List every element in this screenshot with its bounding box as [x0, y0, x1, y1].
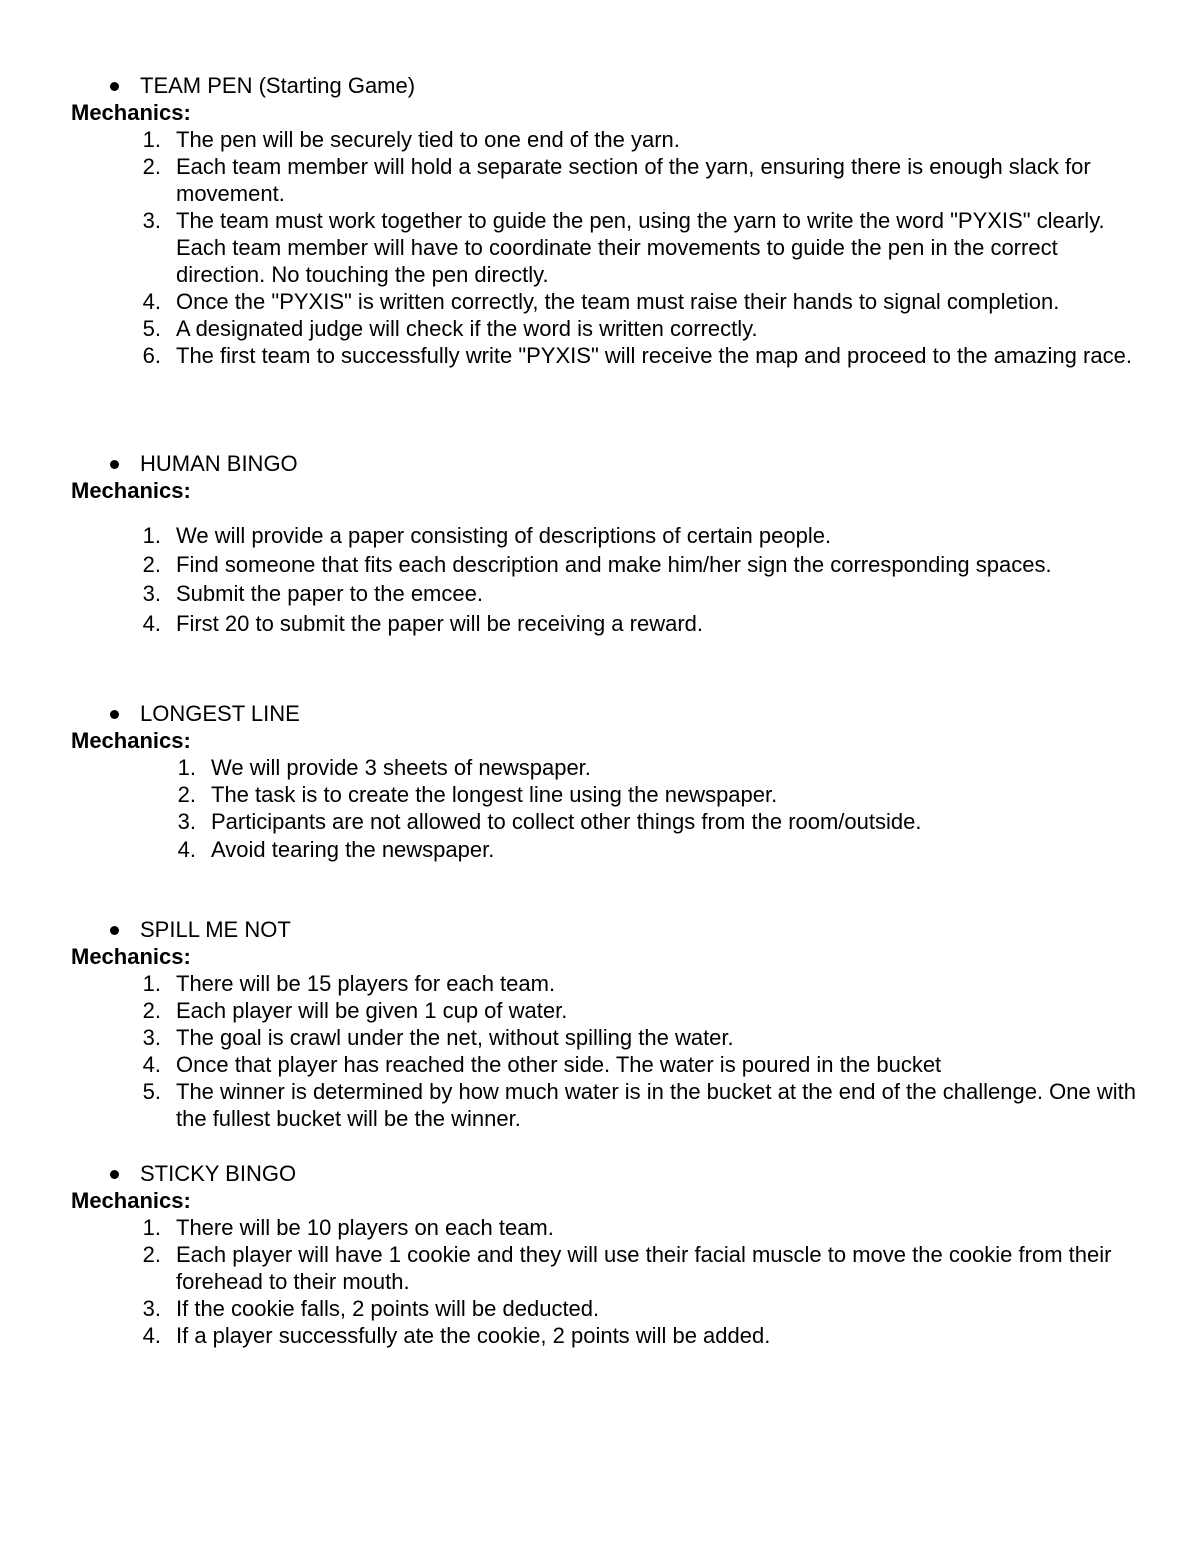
game-title: HUMAN BINGO: [140, 451, 298, 476]
step-number: 1.: [142, 971, 161, 996]
step-text: The first team to successfully write "PYXIS" will receive the map and proceed to the amazing race.: [176, 343, 1132, 368]
step-text: First 20 to submit the paper will be receiving a reward.: [176, 611, 704, 636]
step-text: A designated judge will check if the word is written correctly.: [176, 316, 758, 341]
step-text: Once that player has reached the other side. The water is poured in the bucket: [176, 1052, 942, 1077]
step-number: 4.: [142, 1323, 161, 1348]
step-number: 5.: [142, 316, 161, 341]
step-number: 2.: [142, 154, 161, 179]
step-number: 3.: [177, 809, 196, 834]
step-text: The team must work together to guide the pen, using the yarn to write the word "PYXIS" clearly. Each team member will have to coordinate their movements to guide the pen in the correct direction. No touching the pen directly.: [176, 208, 1105, 287]
step-text: Each player will be given 1 cup of water.: [176, 998, 568, 1023]
step-number: 2.: [142, 552, 161, 577]
bullet-icon: [110, 1170, 119, 1179]
step-text: Participants are not allowed to collect other things from the room/outside.: [211, 809, 922, 834]
step-number: 6.: [142, 343, 161, 368]
step-text: Each player will have 1 cookie and they will use their facial muscle to move the cookie from their forehead to their mouth.: [176, 1242, 1112, 1294]
mechanics-label: Mechanics:: [71, 944, 191, 969]
step-number: 1.: [142, 523, 161, 548]
bullet-icon: [110, 460, 119, 469]
step-number: 3.: [142, 1296, 161, 1321]
step-text: Each team member will hold a separate section of the yarn, ensuring there is enough slack for movement.: [176, 154, 1091, 206]
step-number: 1.: [177, 755, 196, 780]
bullet-icon: [110, 710, 119, 719]
mechanics-label: Mechanics:: [71, 478, 191, 503]
step-text: Once the "PYXIS" is written correctly, the team must raise their hands to signal completion.: [176, 289, 1060, 314]
step-text: Avoid tearing the newspaper.: [211, 837, 495, 862]
bullet-icon: [110, 82, 119, 91]
game-title: TEAM PEN (Starting Game): [140, 73, 416, 98]
step-number: 1.: [142, 1215, 161, 1240]
step-number: 1.: [142, 127, 161, 152]
game-title: LONGEST LINE: [140, 701, 300, 726]
step-number: 4.: [142, 611, 161, 636]
bullet-icon: [110, 926, 119, 935]
step-number: 3.: [142, 581, 161, 606]
step-number: 5.: [142, 1079, 161, 1104]
step-text: The task is to create the longest line using the newspaper.: [211, 782, 778, 807]
step-text: The goal is crawl under the net, without spilling the water.: [176, 1025, 734, 1050]
step-number: 2.: [142, 998, 161, 1023]
step-text: There will be 15 players for each team.: [176, 971, 556, 996]
mechanics-label: Mechanics:: [71, 728, 191, 753]
step-text: If the cookie falls, 2 points will be deducted.: [176, 1296, 600, 1321]
game-title: STICKY BINGO: [140, 1161, 297, 1186]
step-text: The pen will be securely tied to one end of the yarn.: [176, 127, 680, 152]
step-text: The winner is determined by how much water is in the bucket at the end of the challenge. One with the fullest bucket will be the winner.: [176, 1079, 1136, 1131]
step-text: We will provide a paper consisting of descriptions of certain people.: [176, 523, 832, 548]
step-number: 2.: [177, 782, 196, 807]
step-text: There will be 10 players on each team.: [176, 1215, 554, 1240]
step-number: 4.: [142, 289, 161, 314]
mechanics-label: Mechanics:: [71, 100, 191, 125]
step-text: Find someone that fits each description and make him/her sign the corresponding spaces.: [176, 552, 1052, 577]
step-number: 2.: [142, 1242, 161, 1267]
step-number: 3.: [142, 208, 161, 233]
step-text: If a player successfully ate the cookie, 2 points will be added.: [176, 1323, 771, 1348]
step-text: Submit the paper to the emcee.: [176, 581, 483, 606]
step-number: 3.: [142, 1025, 161, 1050]
step-number: 4.: [142, 1052, 161, 1077]
step-text: We will provide 3 sheets of newspaper.: [211, 755, 591, 780]
mechanics-label: Mechanics:: [71, 1188, 191, 1213]
step-number: 4.: [177, 837, 196, 862]
game-title: SPILL ME NOT: [140, 917, 291, 942]
